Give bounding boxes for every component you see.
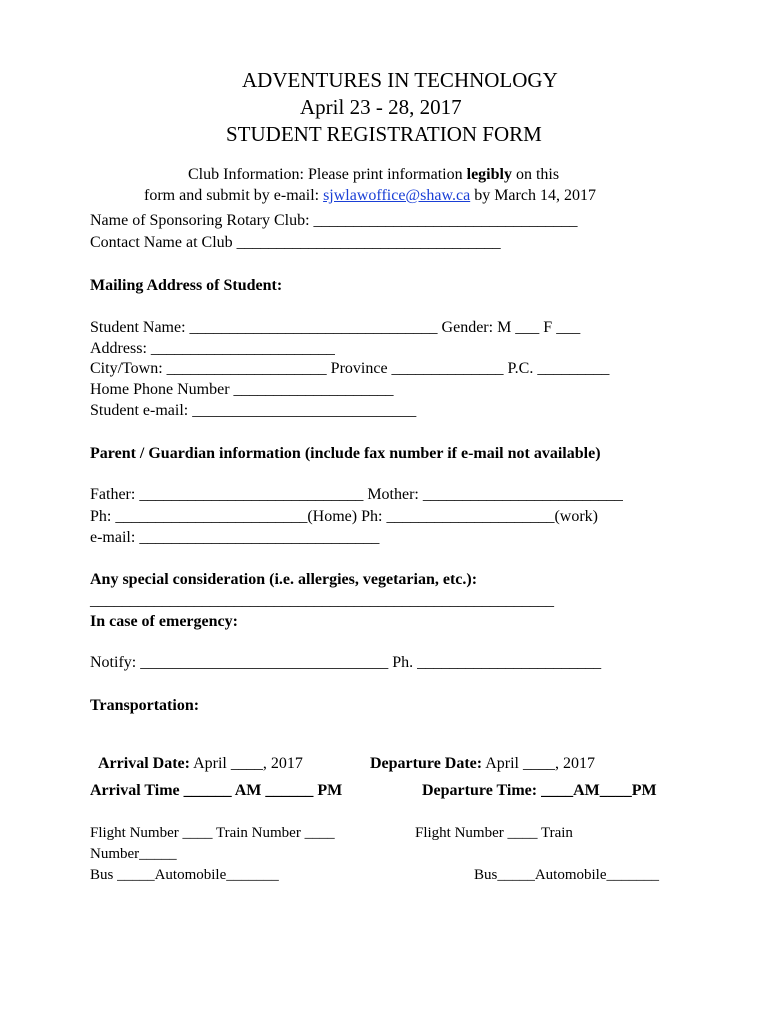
- arrival-bus-automobile-field[interactable]: Bus _____Automobile_______: [90, 867, 279, 883]
- event-dates: April 23 - 28, 2017: [300, 95, 462, 119]
- departure-date-field[interactable]: [362, 740, 595, 772]
- intro-text-a: Club Information: Please print information: [188, 166, 467, 183]
- student-name-field[interactable]: Student Name: _______________________________ Gender: M ___ F ___: [90, 319, 581, 336]
- arrival-train-number-field[interactable]: Number_____: [90, 846, 177, 862]
- student-address-heading: Mailing Address of Student:: [90, 277, 283, 294]
- parent-heading: Parent / Guardian information (include fax number if e-mail not available): [90, 445, 601, 462]
- departure-date-label: Departure Date:: [370, 755, 483, 772]
- intro-text-c: form and submit by e-mail:: [144, 187, 324, 204]
- arrival-flight-train-field[interactable]: Flight Number ____ Train Number ____: [90, 825, 335, 841]
- student-email-field[interactable]: Student e-mail: ____________________________: [90, 402, 417, 419]
- intro-deadline: by March 14, 2017: [470, 187, 596, 204]
- emergency-notify-field[interactable]: Notify: _______________________________ Ph. _______________________: [90, 654, 602, 671]
- address-field[interactable]: Address: _______________________: [90, 340, 335, 357]
- arrival-date-value: April ____, 2017: [189, 755, 303, 772]
- sponsoring-club-field[interactable]: Name of Sponsoring Rotary Club: _________________________________: [90, 212, 578, 229]
- city-province-field[interactable]: City/Town: ____________________ Province ______________ P.C. _________: [90, 360, 610, 377]
- form-title: STUDENT REGISTRATION FORM: [226, 122, 542, 146]
- departure-time-field[interactable]: Departure Time: ____AM____PM: [422, 782, 657, 799]
- special-consideration-heading: Any special consideration (i.e. allergies, vegetarian, etc.):: [90, 571, 478, 588]
- email-link[interactable]: sjwlawoffice@shaw.ca: [323, 187, 471, 204]
- contact-name-field[interactable]: Contact Name at Club _________________________________: [90, 234, 501, 251]
- event-title: ADVENTURES IN TECHNOLOGY: [242, 68, 558, 92]
- special-consideration-field[interactable]: __________________________________________________________: [90, 592, 554, 609]
- home-phone-field[interactable]: Home Phone Number ____________________: [90, 381, 394, 398]
- transportation-heading: Transportation:: [90, 697, 200, 714]
- emergency-heading: In case of emergency:: [90, 613, 238, 630]
- arrival-time-field[interactable]: Arrival Time ______ AM ______ PM: [90, 782, 343, 799]
- intro-text-b: on this: [511, 166, 560, 183]
- arrival-date-field[interactable]: [90, 740, 303, 772]
- parent-email-field[interactable]: e-mail: ______________________________: [90, 529, 380, 546]
- father-mother-field[interactable]: Father: ____________________________ Mother: _________________________: [90, 486, 623, 503]
- intro-line-2: [136, 172, 596, 204]
- parent-phone-field[interactable]: Ph: ________________________(Home) Ph: _____________________(work): [90, 508, 598, 525]
- departure-bus-automobile-field[interactable]: Bus_____Automobile_______: [474, 867, 660, 883]
- intro-legibly: legibly: [466, 166, 512, 183]
- departure-flight-train-field[interactable]: Flight Number ____ Train: [415, 825, 573, 841]
- departure-date-value: April ____, 2017: [482, 755, 595, 772]
- arrival-date-label: Arrival Date:: [98, 755, 190, 772]
